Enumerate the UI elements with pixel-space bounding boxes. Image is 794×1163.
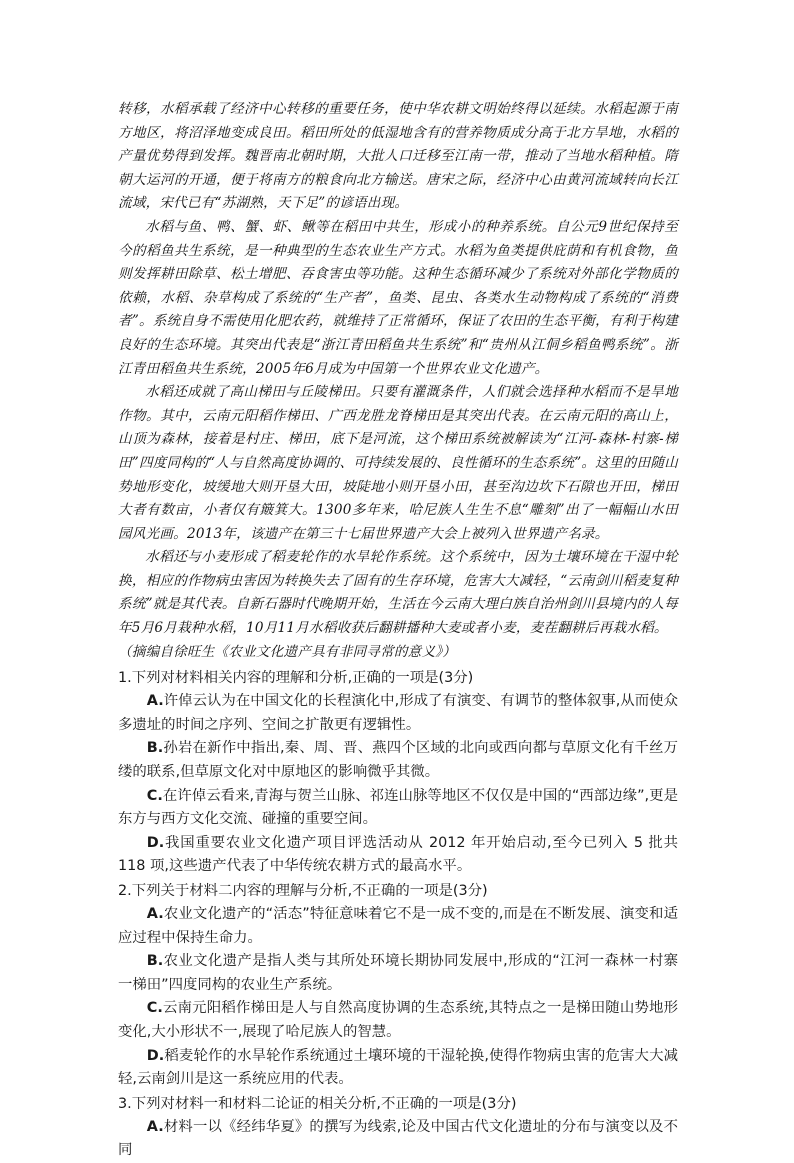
reading-passage <box>118 98 678 664</box>
passage-source-citation: （摘编自徐旺生《农业文化遗产具有非同寻常的意义》） <box>118 643 457 660</box>
option-letter: A. <box>146 906 164 922</box>
option-text: 云南元阳稻作梯田是人与自然高度协调的生态系统,其特点之一是梯田随山势地形变化,大小形状不一,展现了哈尼族人的智慧。 <box>118 1000 678 1040</box>
option-letter: C. <box>146 1000 163 1017</box>
question-stem-text: 3.下列对材料一和材料二论证的相关分析,不正确的一项是(3分) <box>118 1095 517 1112</box>
option-text: 农业文化遗产的“活态”特征意味着它不是一成不变的,而是在不断发展、演变和适应过程中保持生命力。 <box>118 906 678 946</box>
question-stem <box>118 879 678 903</box>
option-d[interactable] <box>118 832 678 879</box>
option-b[interactable] <box>118 737 678 784</box>
passage-paragraph-3: 水稻还成就了高山梯田与丘陵梯田。只要有灌溉条件，人们就会选择种水稻而不是旱地作物。其中，云南元阳稻作梯田、广西龙胜龙脊梯田是其突出代表。在云南元阳的高山上，山顶为森林，接着是村庄、梯田，底下是河流，这个梯田系统被解读为“江河-森林-村寨-梯田”四度同构的“人与自然高度协调的、可持续发展的、良性循环的生态系统”。这里的田随山势地形变化，坡缓地大则开垦大田，坡陡地小则开垦小田，甚至沟边坎下石隙也开田，梯田大者有数亩，小者仅有簸箕大。1300多年来，哈尼族人生生不息“雕刻”出了一幅幅山水田园风光画。2013年，该遗产在第三十七届世界遗产大会上被列入世界遗产名录。 <box>118 384 678 542</box>
question-stem-text: 1.下列对材料相关内容的理解和分析,正确的一项是(3分) <box>118 670 474 687</box>
question-stem <box>118 666 678 690</box>
option-letter: A. <box>146 1118 164 1135</box>
question-1 <box>118 666 678 879</box>
option-letter: C. <box>146 787 163 804</box>
option-d[interactable] <box>118 1045 678 1092</box>
question-stem-text: 2.下列关于材料二内容的理解与分析,不正确的一项是(3分) <box>118 883 488 899</box>
passage-paragraph-2: 水稻与鱼、鸭、蟹、虾、鳅等在稻田中共生，形成小的种养系统。自公元9世纪保持至今的稻鱼共生系统，是一种典型的生态农业生产方式。水稻为鱼类提供庇荫和有机食物，鱼则发挥耕田除草、松土增肥、吞食害虫等功能。这种生态循环减少了系统对外部化学物质的依赖，水稻、杂草构成了系统的“生产者”，鱼类、昆虫、各类水生动物构成了系统的“消费者”。系统自身不需使用化肥农药，就维持了正常循环，保证了农田的生态平衡，有利于构建良好的生态环境。其突出代表是“浙江青田稻鱼共生系统”和“贵州从江侗乡稻鱼鸭系统”。浙江青田稻鱼共生系统，2005年6月成为中国第一个世界农业文化遗产。 <box>118 218 678 377</box>
question-list <box>118 666 678 1163</box>
option-a[interactable] <box>118 690 678 737</box>
option-text: 农业文化遗产是指人类与其所处环境长期协同发展中,形成的“江河一森林一村寨一梯田”四度同构的农业生产系统。 <box>118 953 678 993</box>
question-3 <box>118 1092 678 1163</box>
option-c[interactable] <box>118 785 678 832</box>
option-text: 孙岩在新作中指出,秦、周、晋、燕四个区域的北向或西向都与草原文化有千丝万缕的联系,但草原文化对中原地区的影响微乎其微。 <box>118 740 678 781</box>
passage-paragraph-4: 水稻还与小麦形成了稻麦轮作的水旱轮作系统。这个系统中，因为土壤环境在干湿中轮换，相应的作物病虫害因为转换失去了固有的生存环境，危害大大减轻，“云南剑川稻麦复种系统”就是其代表。自新石器时代晚期开始，生活在今云南大理白族自治州剑川县境内的人每年5月6月栽种水稻，10月11月水稻收获后翻耕播种大麦或者小麦，麦茬翻耕后再栽水稻。 <box>118 549 678 637</box>
option-a[interactable] <box>118 903 678 950</box>
option-letter: D. <box>146 1047 165 1064</box>
question-stem <box>118 1092 678 1116</box>
option-c[interactable] <box>118 997 678 1044</box>
option-text: 在许倬云看来,青海与贺兰山脉、祁连山脉等地区不仅仅是中国的“西部边缘”,更是东方与西方文化交流、碰撞的重要空间。 <box>118 787 678 828</box>
option-letter: B. <box>146 953 164 970</box>
question-2 <box>118 879 678 1092</box>
option-b[interactable] <box>118 950 678 997</box>
option-text: 许倬云认为在中国文化的长程演化中,形成了有演变、有调节的整体叙事,从而使众多遗址的时间之序列、空间之扩散更有逻辑性。 <box>118 693 678 733</box>
passage-paragraph-1: 转移，水稻承载了经济中心转移的重要任务，使中华农耕文明始终得以延续。水稻起源于南方地区，将沼泽地变成良田。稻田所处的低湿地含有的营养物质成分高于北方旱地，水稻的产量优势得到发挥。魏晋南北朝时期，大批人口迁移至江南一带，推动了当地水稻种植。隋朝大运河的开通，便于将南方的粮食向北方输送。唐宋之际，经济中心由黄河流域转向长江流域，宋代已有“苏湖熟，天下足”的谚语出现。 <box>118 101 678 212</box>
option-letter: B. <box>146 740 164 757</box>
option-letter: D. <box>146 834 165 851</box>
option-text: 我国重要农业文化遗产项目评选活动从 2012 年开始启动,至今已列入 5 批共 118 项,这些遗产代表了中华传统农耕方式的最高水平。 <box>118 834 678 875</box>
exam-page <box>118 98 678 1163</box>
option-text: 稻麦轮作的水旱轮作系统通过土壤环境的干湿轮换,使得作物病虫害的危害大大减轻,云南剑川是这一系统应用的代表。 <box>118 1047 678 1088</box>
option-text: 材料一以《经纬华夏》的撰写为线索,论及中国古代文化遗址的分布与演变以及不同 <box>118 1118 678 1159</box>
option-letter: A. <box>146 693 164 710</box>
